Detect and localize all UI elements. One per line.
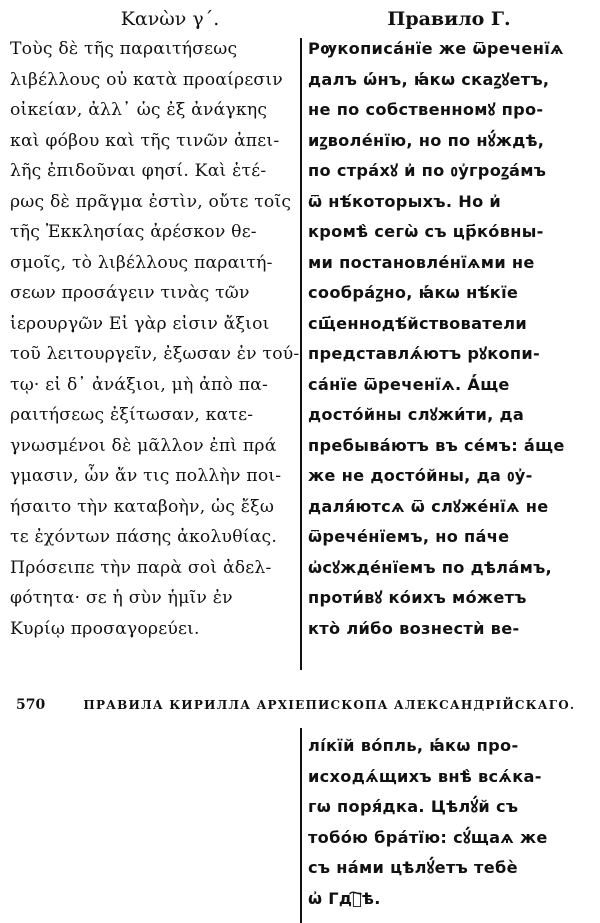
greek-line: ἱερουργῶν Εἰ γὰρ εἰσιν ἄξιοι — [10, 313, 270, 334]
slavonic-line: досто́йны слꙋжи́ти, да — [308, 405, 525, 424]
slavonic-rule-heading: Правило Г. — [387, 8, 511, 30]
column-divider-continuation — [300, 728, 302, 923]
slavonic-line: са́нїе ѿреченїѧ. А҆́ще — [308, 374, 510, 394]
slavonic-line: представлѧ́ютъ рꙋкопи- — [308, 344, 541, 363]
greek-column — [10, 4, 300, 644]
slavonic-line: ми постановле́нїѧми не — [308, 252, 535, 272]
slavonic-column — [308, 4, 590, 644]
slavonic-line: ѡ҆сꙋжде́нїемъ по дѣла́мъ, — [308, 557, 553, 577]
column-divider — [300, 38, 302, 670]
slavonic-line: тобо́ю бра́тїю: сꙋ́щаѧ же — [308, 827, 548, 847]
greek-line: Κυρίῳ προσαγορεύει. — [10, 618, 200, 639]
slavonic-line: сщ҃еннодѣ́йствователи — [308, 313, 528, 333]
greek-line: λιβέλλους οὐ κατὰ προαίρεσιν — [10, 69, 283, 90]
slavonic-line: ѿ нѣ́которыхъ. Но и҆ — [308, 191, 502, 211]
slavonic-line: гѡ поря́дка. Цѣлꙋ́й съ — [308, 797, 519, 816]
slavonic-text-block — [308, 34, 590, 644]
greek-line: ραιτήσεως ἐξίτωσαν, κατε- — [10, 405, 254, 425]
greek-line: Τοὺς δὲ τῆς παραιτήσεως — [10, 39, 238, 59]
slavonic-line: не по собственномꙋ про- — [308, 100, 544, 119]
greek-line: ήσαιτο τὴν καταβοὴν, ὡς ἔξω — [10, 496, 275, 517]
greek-line: ρως δὲ πρᾶγμα ἐστὶν, οὔτε τοῖς — [10, 191, 292, 212]
slavonic-line: даля́ютсѧ ѿ слꙋже́нїѧ не — [308, 496, 549, 516]
greek-line: σεων προσάγειν τινὰς τῶν — [10, 283, 250, 303]
greek-line: λῆς ἐπιδοῦναι φησί. Καὶ ἑτέ- — [10, 161, 267, 181]
slavonic-continuation-block — [308, 731, 590, 914]
slavonic-line: кто̀ ли́бо вознестѝ ве- — [308, 618, 520, 638]
slavonic-line: лі́кїй во́пль, ꙗ҆́кѡ про- — [308, 736, 519, 755]
greek-line: Πρόσειπε τὴν παρὰ σοὶ ἀδελ- — [10, 557, 272, 578]
slavonic-line: же не досто́йны, да ᲂу҆- — [308, 466, 533, 485]
running-title: ПРАВИЛА КИРИЛЛА АРХІЕПИСКОПА АЛЕКСАНДРІЙСКАГО. — [83, 698, 576, 712]
slavonic-line: съ на́ми цѣлꙋ́етъ тебѐ — [308, 858, 518, 877]
slavonic-line: ѿрече́нїемъ, но па́че — [308, 527, 510, 546]
greek-canon-heading: Κανὼν γ΄. — [120, 8, 220, 30]
slavonic-line: Рѹкописа́нїе же ѿреченїѧ — [308, 39, 564, 58]
greek-line: τοῦ λειτουργεῖν, ἐξωσαν ἐν τού- — [10, 344, 300, 364]
slavonic-line: ѡ҆ Гдⷭ҇ѣ. — [308, 888, 381, 908]
slavonic-line: сообра́ꙁно, ꙗ҆́кѡ нѣ́кїе — [308, 283, 519, 302]
greek-line: γνωσμένοι δὲ μᾶλλον ἐπὶ πρά — [10, 435, 277, 456]
greek-line: τῳ· εἰ δ᾽ ἀνάξιοι, μὴ ἀπὸ πα- — [10, 374, 268, 395]
greek-line: φότητα· σε ἡ σὺν ἡμῖν ἐν — [10, 588, 233, 608]
page-number: 570 — [16, 697, 46, 713]
greek-line: τῆς Ἐκκλησίας ἀρέσκον θε- — [10, 222, 257, 242]
greek-text-block — [10, 34, 300, 644]
greek-line: γμασιν, ὧν ἄν τις πολλὴν ποι- — [10, 466, 282, 486]
page-footer — [16, 694, 596, 716]
slavonic-line: проти́вꙋ ко́ихъ мо́жетъ — [308, 588, 527, 607]
greek-line: καὶ φόβου καὶ τῆς τινῶν ἀπει- — [10, 130, 280, 151]
slavonic-line: кромѣ̀ сегѡ̀ съ цр҃ко́вны- — [308, 222, 544, 241]
greek-line: σμοῖς, τὸ λιβέλλους παραιτή- — [10, 252, 273, 273]
slavonic-line: иꙁволе́нїю, но по нꙋ́ждѣ, — [308, 130, 545, 150]
slavonic-line: по стра́хꙋ и҆ по ᲂу҆гроꙁа́мъ — [308, 161, 547, 180]
slavonic-line: пребыва́ютъ въ се́мъ: а҆́ще — [308, 435, 565, 455]
slavonic-line: далъ ѡ҆́нъ, ꙗ҆́кѡ скаꙁꙋетъ, — [308, 69, 550, 89]
slavonic-line: исходѧ́щихъ внѣ̀ всѧ́ка- — [308, 766, 542, 786]
greek-line: οἰκείαν, ἀλλ᾽ ὡς ἐξ ἀνάγκης — [10, 100, 268, 120]
greek-line: τε ἐχόντων πάσης ἀκολυθίας. — [10, 527, 277, 547]
